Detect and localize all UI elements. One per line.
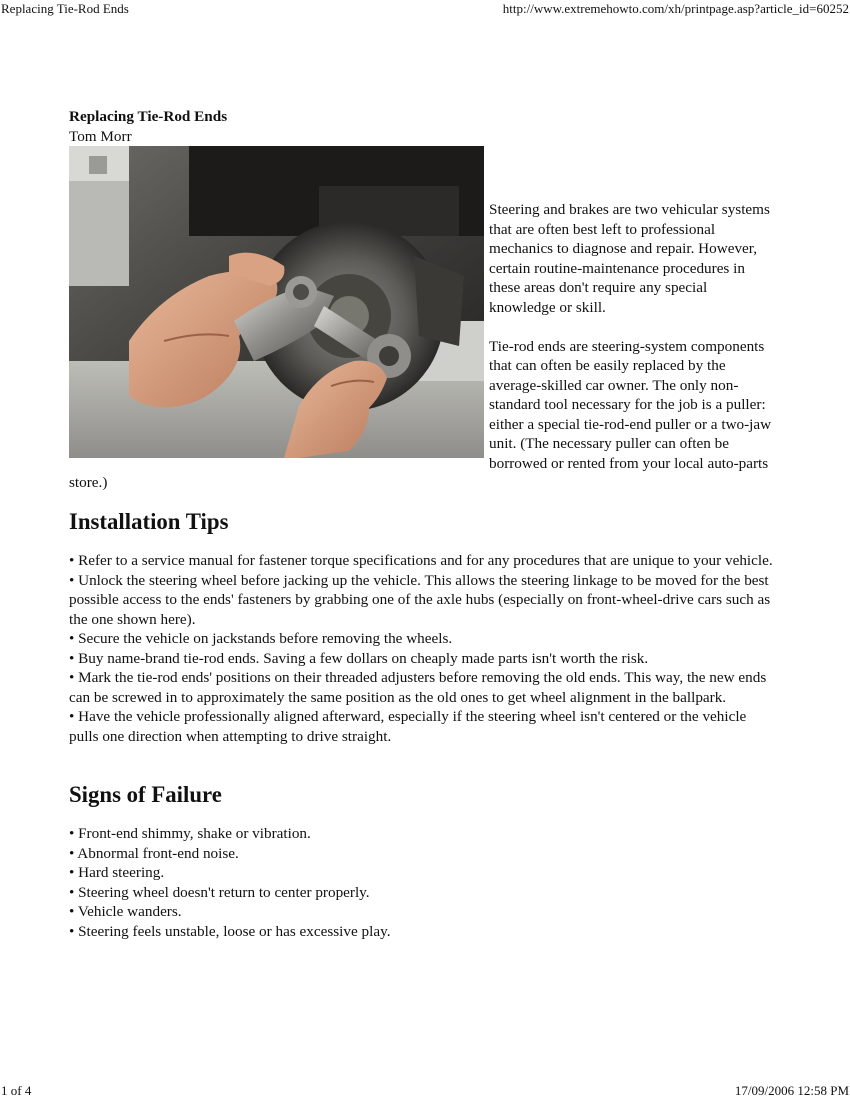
timestamp-footer: 17/09/2006 12:58 PM: [734, 1083, 849, 1098]
article: [69, 107, 774, 941]
photo-hands-ratchet-tie-rod-icon: [69, 146, 484, 458]
page-count-footer: 1 of 4: [1, 1083, 32, 1098]
list-item: • Refer to a service manual for fastener torque specifications and for any procedures that are unique to your vehicle.: [69, 552, 773, 569]
signs-of-failure-heading: Signs of Failure: [69, 782, 222, 807]
signs-of-failure-list: [69, 824, 774, 941]
installation-tips-heading: Installation Tips: [69, 509, 229, 534]
list-item: • Hard steering.: [69, 864, 165, 881]
installation-tips-list: [69, 551, 774, 746]
list-item: • Secure the vehicle on jackstands before removing the wheels.: [69, 630, 453, 647]
list-item: • Vehicle wanders.: [69, 903, 182, 920]
list-item: • Steering feels unstable, loose or has excessive play.: [69, 922, 391, 940]
list-item: • Steering wheel doesn't return to center properly.: [69, 883, 370, 901]
intro-paragraph-2: Tie-rod ends are steering-system components that can often be easily replaced by the average-skilled car owner. The only non-standard tool necessary for the job is a puller: either a special tie-rod-end puller or a two-jaw unit. (The necessary puller can often be borrowed or rented from your local auto-parts store.): [69, 337, 772, 491]
article-title: Replacing Tie-Rod Ends: [69, 108, 228, 125]
list-item: • Mark the tie-rod ends' positions on their threaded adjusters before removing the old ends. This way, the new ends can be screwed in to approximately the same position as the old ones to get wheel alignment in the ballpark.: [69, 669, 767, 706]
article-author: Tom Morr: [69, 127, 132, 145]
list-item: • Have the vehicle professionally aligned afterward, especially if the steering wheel isn't centered or the vehicle pulls one direction when attempting to drive straight.: [69, 708, 747, 745]
intro-paragraph-1: Steering and brakes are two vehicular systems that are often best left to professional mechanics to diagnose and repair. However, certain routine-maintenance procedures in these areas don't require any special knowledge or skill.: [489, 201, 770, 316]
page-title-header: Replacing Tie-Rod Ends: [1, 1, 129, 16]
page-url-header: http://www.extremehowto.com/xh/printpage.asp?article_id=60252: [502, 1, 849, 16]
list-item: • Abnormal front-end noise.: [69, 844, 239, 862]
list-item: • Buy name-brand tie-rod ends. Saving a few dollars on cheaply made parts isn't worth the risk.: [69, 649, 649, 667]
list-item: • Front-end shimmy, shake or vibration.: [69, 825, 311, 842]
list-item: • Unlock the steering wheel before jacking up the vehicle. This allows the steering linkage to be moved for the best possible access to the ends' fasteners by grabbing one of the axle hubs (especially on front-wheel-drive cars such as the one shown here).: [69, 571, 771, 628]
